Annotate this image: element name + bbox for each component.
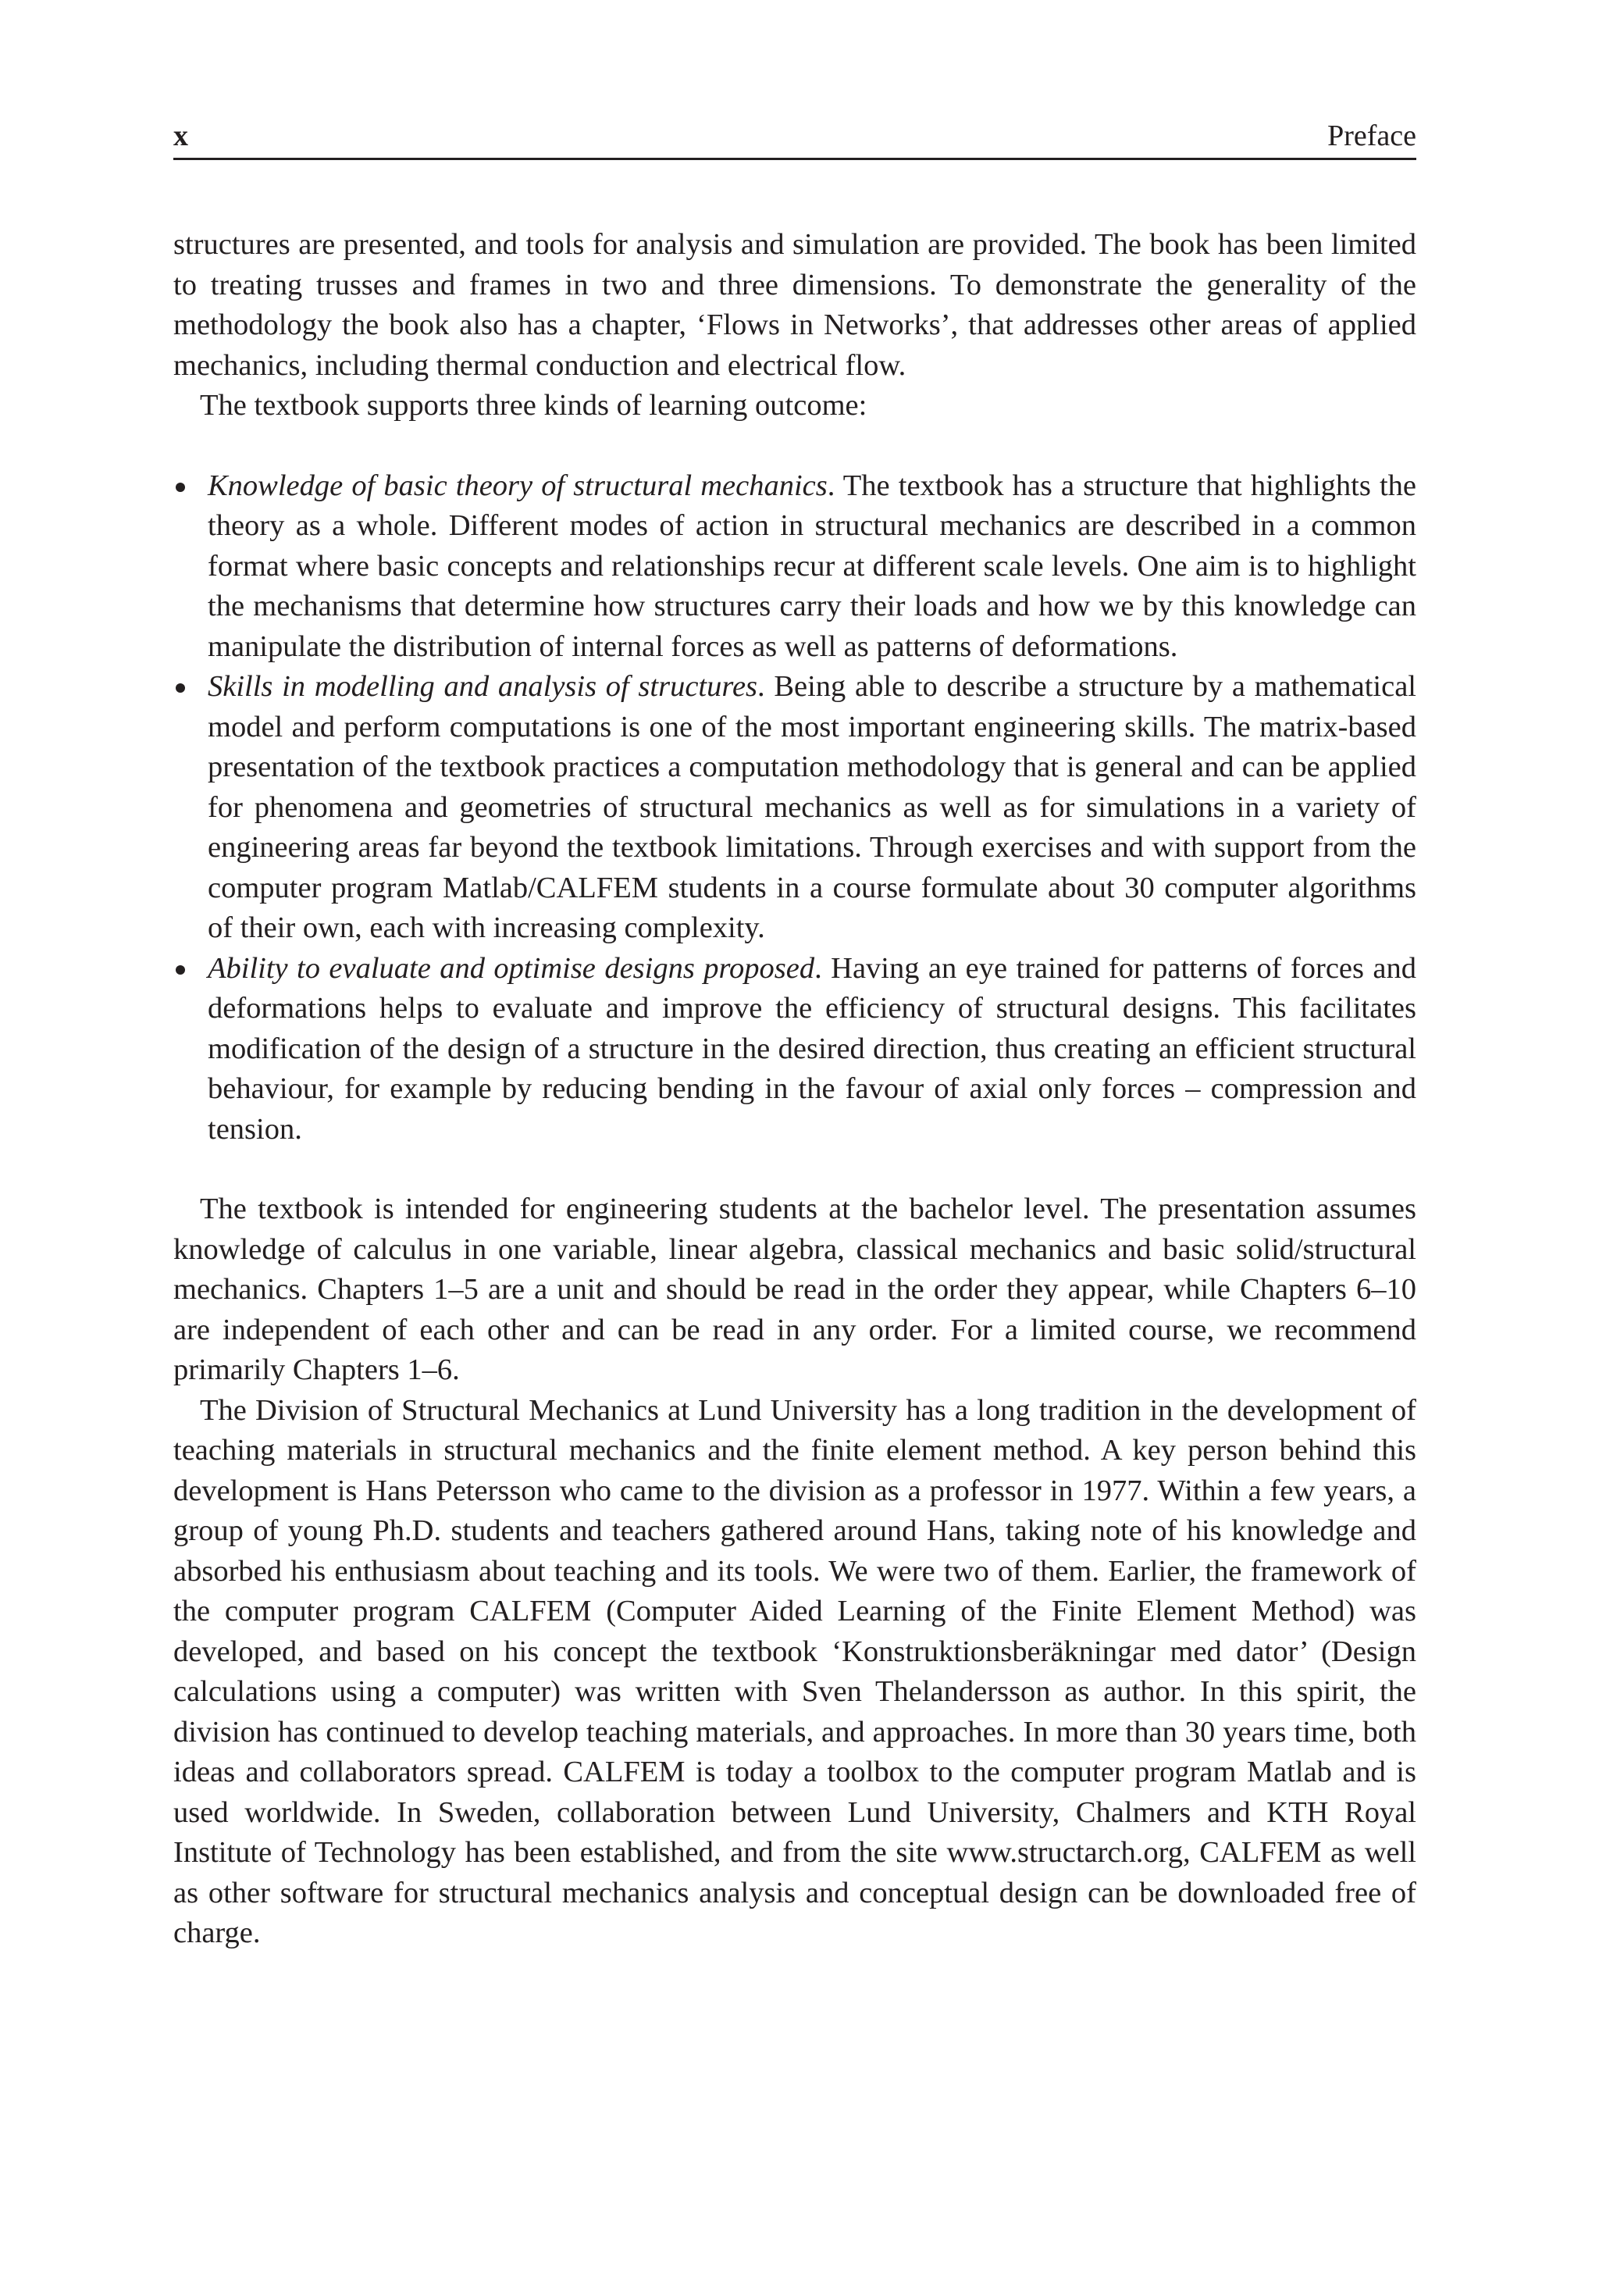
outcome-title: Skills in modelling and analysis of structures (208, 670, 758, 703)
paragraph-intro: structures are presented, and tools for analysis and simulation are provided. The book has been limited to treating trusses and frames in two and three dimensions. To demonstrate the generality of the methodology the book also has a chapter, ‘Flows in Networks’, that addresses other areas of applied mechanics, including thermal conduction and electrical flow. (173, 228, 1416, 382)
list-item (173, 466, 1416, 668)
outcome-title: Ability to evaluate and optimise designs proposed (208, 951, 815, 985)
outcome-title: Knowledge of basic theory of structural mechanics (208, 469, 828, 502)
list-item (173, 667, 1416, 949)
learning-outcomes-list (173, 466, 1416, 1150)
list-item (173, 949, 1416, 1150)
paragraph-history: The Division of Structural Mechanics at Lund University has a long tradition in the development of teaching materials in structural mechanics and the finite element method. A key person behind this development is Hans Petersson who came to the division as a professor in 1977. Within a few years, a group of young Ph.D. students and teachers gathered around Hans, taking note of his knowledge and absorbed his enthusiasm about teaching and its tools. We were two of them. Earlier, the framework of the computer program CALFEM (Computer Aided Learning of the Finite Element Method) was developed, and based on his concept the textbook ‘Konstruktionsberäkningar med dator’ (Design calculations using a computer) was written with Sven Thelandersson as author. In this spirit, the division has continued to develop teaching materials, and approaches. In more than 30 years time, both ideas and collaborators spread. CALFEM is today a toolbox to the computer program Matlab and is used worldwide. In Sweden, collaboration between Lund University, Chalmers and KTH Royal Institute of Technology has been established, and from the site www.structarch.org, CALFEM as well as other software for structural mechanics analysis and conceptual design can be downloaded free of charge. (173, 1393, 1416, 1949)
running-head (173, 114, 1416, 160)
paragraph-audience: The textbook is intended for engineering students at the bachelor level. The presentation assumes knowledge of calculus in one variable, linear algebra, classical mechanics and basic solid/structural mechanics. Chapters 1–5 are a unit and should be read in the order they appear, while Chapters 6–10 are independent of each other and can be read in any order. For a limited course, we recommend primarily Chapters 1–6. (173, 1193, 1416, 1386)
paragraph-outcomes-lead: The textbook supports three kinds of learning outcome: (200, 389, 867, 422)
body-text (173, 225, 1416, 1954)
outcome-text: . Being able to describe a structure by a mathematical model and perform computations is one of the most important engineering skills. The matrix-based presentation of the textbook practices a computation methodology that is general and can be applied for phenomena and geometries of structural mechanics as well as for simulations in a variety of engineering areas far beyond the textbook limitations. Through exercises and with support from the computer program Matlab/CALFEM students in a course formulate about 30 computer algorithms of their own, each with increasing complexity. (208, 670, 1416, 944)
chapter-title: Preface (1327, 119, 1416, 152)
outcome-text: . The textbook has a structure that highlights the theory as a whole. Different modes of action in structural mechanics are described in a common format where basic concepts and relationships recur at different scale levels. One aim is to highlight the mechanisms that determine how structures carry their loads and how we by this knowledge can manipulate the distribution of internal forces as well as patterns of deformations. (208, 469, 1416, 663)
outcome-text: . Having an eye trained for patterns of forces and deformations helps to evaluate and improve the efficiency of structural designs. This facilitates modification of the design of a structure in the desired direction, thus creating an efficient structural behaviour, for example by reducing bending in the favour of axial only forces – compression and tension. (208, 951, 1416, 1146)
book-page (173, 0, 1416, 2296)
page-number: x (173, 119, 188, 152)
